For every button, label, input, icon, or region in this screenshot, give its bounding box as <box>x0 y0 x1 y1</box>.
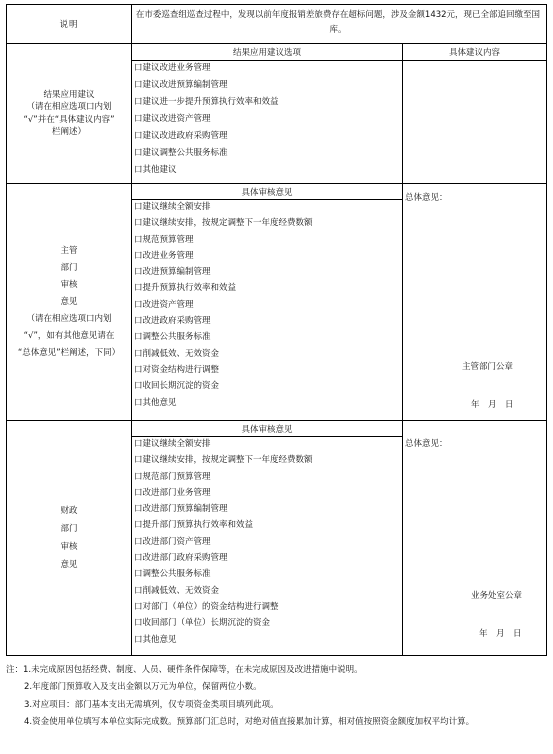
result-option[interactable]: 口建议调整公共服务标准 <box>134 148 228 158</box>
dept-option[interactable]: 口削减低效、无效资金 <box>134 348 220 359</box>
dept-option[interactable]: 口改进预算编制管理 <box>134 267 211 278</box>
dept-label-line: 主管 <box>60 245 78 256</box>
result-option[interactable]: 口建议进一步提升预算执行效率和效益 <box>134 97 279 107</box>
dept-options-list <box>134 201 400 413</box>
finance-label-line: 部门 <box>60 524 78 534</box>
dept-label-line: 意见 <box>60 296 78 307</box>
dept-label-line: 部门 <box>60 262 78 273</box>
result-option[interactable]: 口建议改进政府采购管理 <box>134 131 228 141</box>
dept-option[interactable]: 口对资金结构进行调整 <box>134 364 220 375</box>
result-label-line: （请在相应选项口内划 <box>26 102 112 112</box>
finance-option[interactable]: 口改进部门政府采购管理 <box>134 553 228 564</box>
dept-option[interactable]: 口调整公共服务标准 <box>134 332 211 343</box>
dept-options-header: 具体审核意见 <box>241 187 293 198</box>
result-option[interactable]: 口其他建议 <box>134 165 177 175</box>
finance-date-label: 年 月 日 <box>479 629 522 639</box>
dept-overall-label: 总体意见： <box>405 193 448 203</box>
dept-label-line: 审核 <box>60 279 78 290</box>
finance-option[interactable]: 口改进部门预算编制管理 <box>134 504 228 515</box>
dept-overall-input[interactable] <box>403 205 546 355</box>
finance-option[interactable]: 口对部门（单位）的资金结构进行调整 <box>134 601 279 612</box>
finance-label-line: 财政 <box>60 506 78 516</box>
dept-option[interactable]: 口提升预算执行效率和效益 <box>134 283 237 294</box>
dept-label-line: （请在相应选项口内划 <box>26 313 112 324</box>
dept-option[interactable]: 口建议继续安排，按规定调整下一年度经费数额 <box>134 218 313 229</box>
dept-stamp-label: 主管部门公章 <box>462 362 514 372</box>
result-options-list <box>134 62 400 181</box>
result-content-header: 具体建议内容 <box>448 48 500 58</box>
finance-option[interactable]: 口建议继续全额安排 <box>134 439 211 449</box>
result-option[interactable]: 口建议改进预算编制管理 <box>134 80 228 90</box>
dept-option[interactable]: 口改进资产管理 <box>134 299 194 310</box>
finance-option[interactable]: 口提升部门预算执行效率和效益 <box>134 520 254 531</box>
footnote: 4.资金使用单位填写本单位实际完成数。预算部门汇总时，对绝对值直接累加计算，相对值按照资金额度加权平均计算。 <box>24 717 475 728</box>
finance-stamp-label: 业务处室公章 <box>471 591 523 601</box>
result-label-line: 结果应用建议 <box>43 89 95 100</box>
footnote: 3.对应项目：部门基本支出无需填列，仅专项资金类项目填列此项。 <box>24 699 279 710</box>
dept-label-line: “总体意见”栏阐述，下同） <box>17 347 121 358</box>
finance-label-line: 审核 <box>60 542 78 552</box>
finance-label <box>7 421 131 655</box>
dept-option[interactable]: 口改进业务管理 <box>134 250 194 261</box>
finance-options-list <box>134 438 400 650</box>
dept-option[interactable]: 口收回长期沉淀的资金 <box>134 381 220 392</box>
finance-option[interactable]: 口规范部门预算管理 <box>134 471 211 482</box>
finance-options-header: 具体审核意见 <box>241 424 293 435</box>
finance-option[interactable]: 口削减低效、无效资金 <box>134 585 220 596</box>
finance-label-line: 意见 <box>60 560 78 570</box>
footnote: 2.年度部门预算收入及支出金额以万元为单位，保留两位小数。 <box>24 682 262 693</box>
dept-option[interactable]: 口改进政府采购管理 <box>134 316 211 327</box>
result-label-line: 栏阐述） <box>51 127 86 137</box>
dept-label <box>7 184 131 420</box>
finance-option[interactable]: 口改进部门业务管理 <box>134 487 211 498</box>
explanation-text: 在市委巡查组巡查过程中，发现以前年度报销差旅费存在超标问题，涉及金额1432元，现已全部追回缴至国库。 <box>135 10 541 35</box>
footnotes <box>6 664 548 734</box>
footnote: 注：1.未完成原因包括经费、制度、人员、硬件条件保障等，在未完成原因及改进措施中说明。 <box>6 665 363 675</box>
result-label-line: “√”并在“具体建议内容” <box>23 114 115 125</box>
result-content-input[interactable] <box>403 61 546 183</box>
finance-overall-input[interactable] <box>403 452 546 582</box>
result-option[interactable]: 口建议改进资产管理 <box>134 114 211 124</box>
result-option[interactable]: 口建议改进业务管理 <box>134 63 211 73</box>
finance-option[interactable]: 口改进部门资产管理 <box>134 536 211 547</box>
result-label <box>7 44 131 183</box>
dept-date-label: 年 月 日 <box>471 400 514 410</box>
dept-option[interactable]: 口其他意见 <box>134 397 177 408</box>
dept-label-line: “√”，如有其他意见请在 <box>23 330 115 341</box>
finance-option[interactable]: 口其他意见 <box>134 634 177 645</box>
finance-option[interactable]: 口建议继续安排，按规定调整下一年度经费数额 <box>134 455 313 466</box>
dept-option[interactable]: 口建议继续全额安排 <box>134 202 211 212</box>
result-options-header: 结果应用建议选项 <box>232 48 301 58</box>
dept-option[interactable]: 口规范预算管理 <box>134 234 194 245</box>
finance-option[interactable]: 口调整公共服务标准 <box>134 569 211 580</box>
explanation-label: 说明 <box>59 20 79 30</box>
finance-overall-label: 总体意见： <box>405 439 448 449</box>
finance-option[interactable]: 口收回部门（单位）长期沉淀的资金 <box>134 618 271 629</box>
